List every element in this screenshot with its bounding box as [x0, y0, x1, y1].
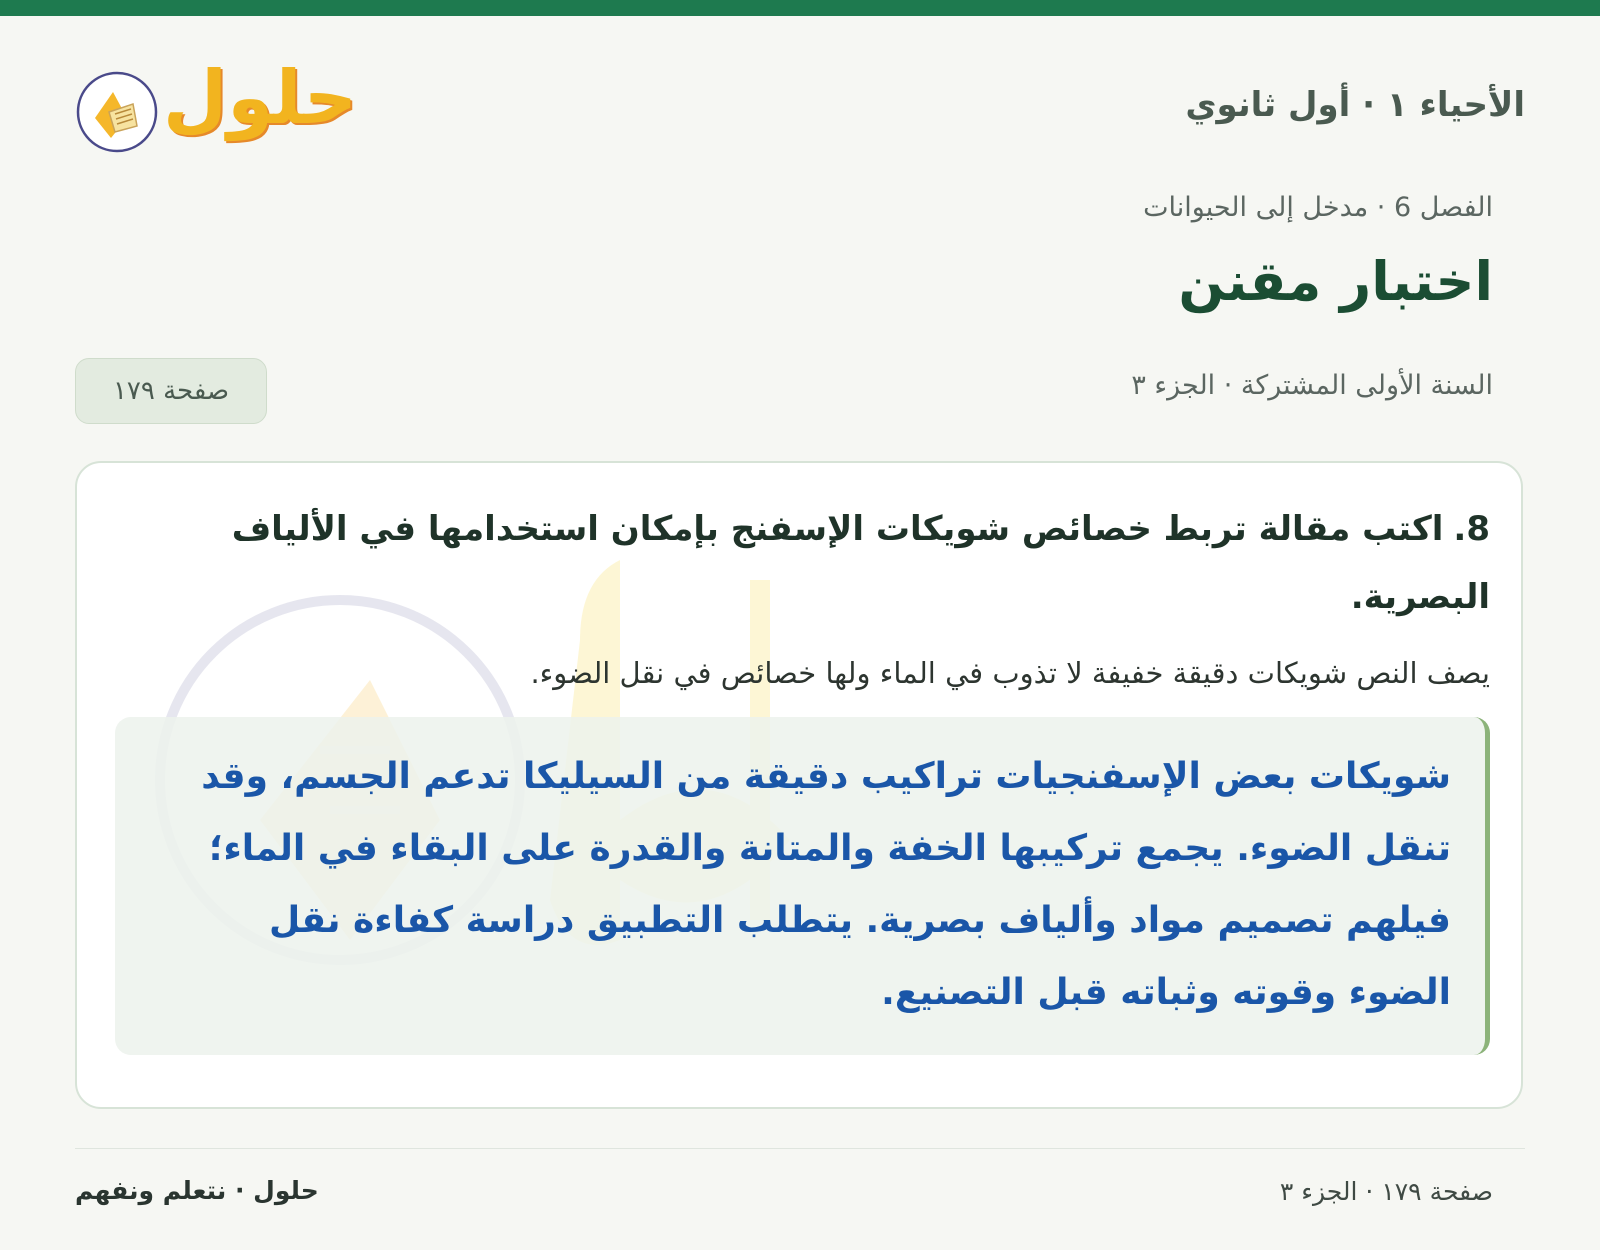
year-part-label: السنة الأولى المشتركة · الجزء ٣ [1131, 370, 1493, 401]
page-header [75, 55, 1525, 165]
answer-text: شويكات بعض الإسفنجيات تراكيب دقيقة من السيليكا تدعم الجسم، وقد تنقل الضوء. يجمع تركيبها الخفة والمتانة والقدرة على البقاء في الماء؛ فيلهم تصميم مواد وألياف بصرية. يتطلب التطبيق دراسة كفاءة نقل الضوء وقوته وثباته قبل التصنيع. [201, 756, 1451, 1013]
question-text: اكتب مقالة تربط خصائص شويكات الإسفنج بإمكان استخدامها في الألياف البصرية. [231, 509, 1490, 617]
footer-page-info: صفحة ١٧٩ · الجزء ٣ [1279, 1177, 1493, 1206]
top-accent-bar [0, 0, 1600, 16]
answer-box [115, 717, 1490, 1055]
footer-divider [75, 1148, 1525, 1149]
site-logo[interactable] [75, 55, 358, 160]
question-description: يصف النص شويكات دقيقة خفيفة لا تذوب في الماء ولها خصائص في نقل الضوء. [530, 656, 1490, 690]
question-card-content [115, 495, 1490, 1055]
chapter-label: الفصل 6 · مدخل إلى الحيوانات [1143, 192, 1493, 223]
subject-title: الأحياء ١ · أول ثانوي [1185, 85, 1525, 125]
book-emblem-icon [75, 70, 159, 154]
question-heading [115, 495, 1490, 631]
footer-brand: حلول · نتعلم ونفهم [75, 1176, 319, 1205]
page-title: اختبار مقنن [1178, 250, 1493, 313]
logo-wordmark: حلول [163, 55, 358, 141]
page-badge: صفحة ١٧٩ [75, 358, 267, 424]
question-number: 8. [1453, 509, 1490, 549]
